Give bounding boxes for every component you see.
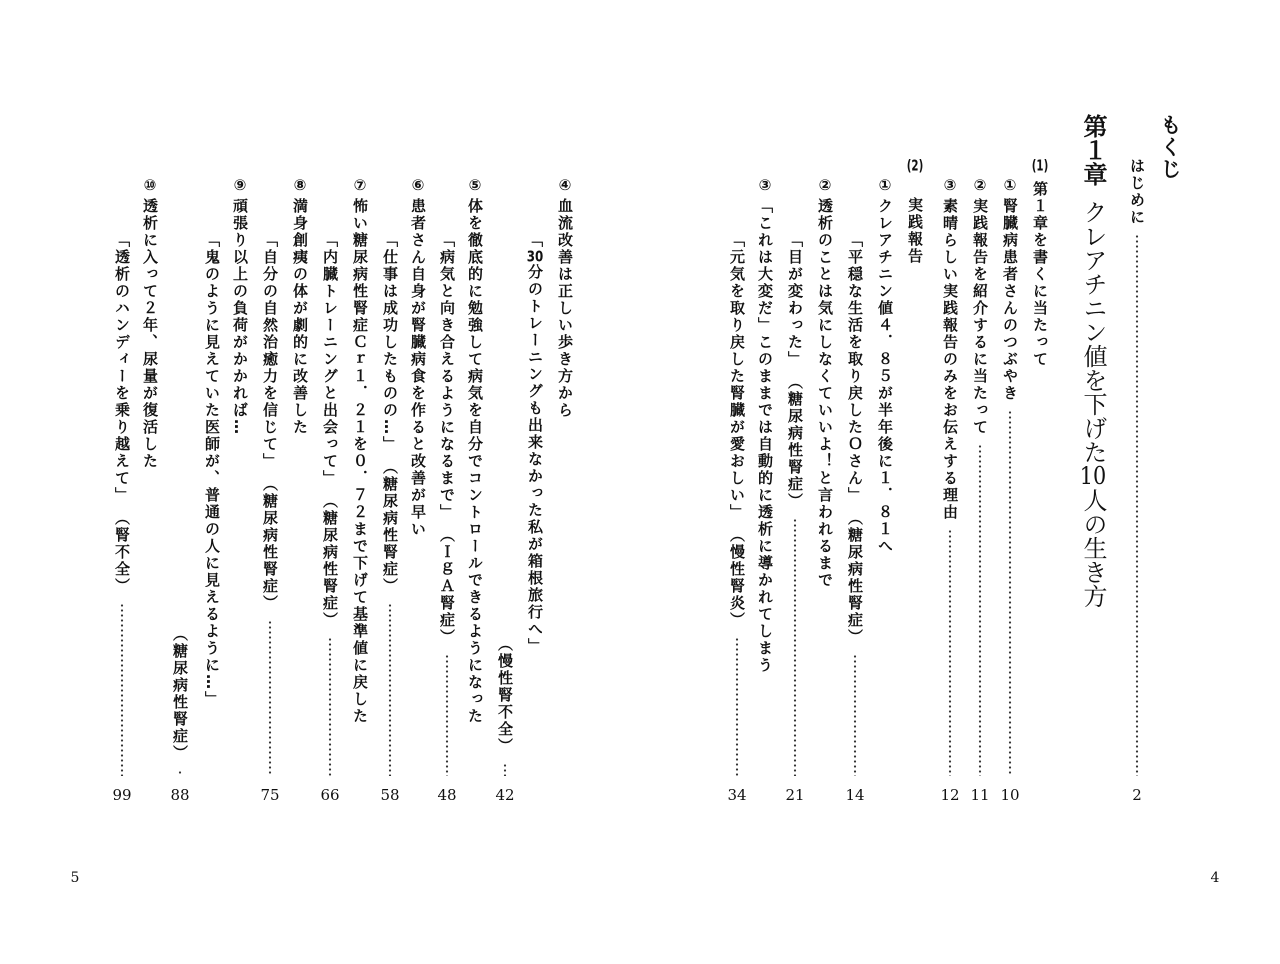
dot-leader: [166, 770, 194, 776]
entry-quote: 「目が変わった」: [786, 232, 804, 368]
entry-title: 素晴らしい実践報告のみをお伝えする理由: [941, 198, 959, 521]
entry-quote: 「平穏な生活を取り戻したＯさん」: [846, 232, 864, 504]
section-title: 実践報告: [906, 197, 924, 265]
entry-marker: ①: [876, 176, 894, 194]
entry-title: クレアチニン値４．８５が半年後に１．８１へ: [876, 198, 894, 555]
entry-note: （腎不全）: [113, 510, 131, 595]
toc-entry-s1-2: [966, 176, 994, 778]
entry-marker: ⑥: [409, 176, 427, 194]
entry-title: 患者さん自身が腎臓病食を作ると改善が早い: [409, 198, 427, 538]
report-3-heading: [751, 176, 779, 776]
report-4-heading: [551, 176, 579, 776]
report-5-heading: [461, 176, 489, 776]
entry-title: 「これは大変だ」このままでは自動的に透析に導かれてしまう: [756, 198, 774, 674]
entry-marker: ③: [941, 176, 959, 194]
toc-entry-s1-3: [936, 176, 964, 778]
dot-leader: [723, 637, 751, 776]
tate-chu-yoko-digits: 10: [1079, 464, 1107, 488]
right-page: [640, 0, 1280, 964]
entry-title: はじめに: [1128, 158, 1146, 226]
page-number: 66: [320, 786, 340, 804]
page-number: 10: [1000, 786, 1020, 804]
report-7-subtitle: [316, 232, 344, 778]
report-2-subtitle: [781, 232, 809, 778]
page-number: 34: [727, 786, 747, 804]
entry-title: 体を徹底的に勉強して病気を自分でコントロールできるようになった: [466, 198, 484, 725]
page-number-intro: 2: [1132, 786, 1142, 804]
entry-title: 腎臓病患者さんのつぶやき: [1001, 198, 1019, 402]
chapter-label: 第１章: [1079, 114, 1108, 186]
entry-marker: ⑨: [231, 176, 249, 194]
report-3-subtitle: [723, 232, 751, 778]
entry-note: （ＩｇＡ腎症）: [438, 527, 456, 646]
entry-quote: 「内臓トレーニングと出会って」: [321, 232, 339, 487]
page-number: 48: [437, 786, 457, 804]
report-10-heading: [136, 176, 164, 776]
entry-note: （慢性腎炎）: [728, 527, 746, 629]
folio-left: 5: [70, 870, 80, 886]
entry-title: 透析のことは気にしなくていいよ！と言われるまで: [816, 198, 834, 589]
report-8-heading: [286, 176, 314, 776]
report-6-subtitle: [376, 232, 404, 778]
entry-quote: 「透析のハンディーを乗り越えて」: [113, 232, 131, 504]
report-4-note: [491, 636, 519, 778]
chapter-title: クレアチニン値を下げた10人の生き方: [1079, 200, 1107, 608]
page-number: 99: [112, 786, 132, 804]
entry-title: 怖い糖尿病性腎症Ｃｒ１．２１を０．７２まで下げて基準値に戻した: [351, 198, 369, 725]
tate-chu-yoko-digits: 30: [526, 249, 544, 264]
section-heading-2: [901, 158, 929, 398]
dot-leader: [936, 529, 964, 776]
entry-note: （糖尿病性腎症）: [846, 510, 864, 646]
dot-leader: [1123, 234, 1151, 776]
entry-title: 透析に入って２年、尿量が復活した: [141, 198, 159, 470]
entry-quote: 「鬼のように見えていた医師が、普通の人に見えるように…」: [203, 232, 221, 708]
dot-leader: [841, 654, 869, 776]
page-number: 21: [785, 786, 805, 804]
entry-title: 実践報告を紹介するに当たって: [971, 198, 989, 436]
report-1-subtitle: [841, 232, 869, 778]
entry-note: （糖尿病性腎症）: [381, 459, 399, 595]
entry-marker: ②: [971, 176, 989, 194]
entry-quote: 「病気と向き合えるようになるまで」: [438, 232, 456, 521]
entry-title: 満身創痍の体が劇的に改善した: [291, 198, 309, 436]
report-8-subtitle: [256, 232, 284, 778]
dot-leader: [256, 620, 284, 776]
report-2-heading: [811, 176, 839, 776]
page-number: 58: [380, 786, 400, 804]
entry-note: （糖尿病性腎症）: [171, 626, 189, 762]
chapter-heading: [1073, 114, 1113, 654]
entry-marker: ⑤: [466, 176, 484, 194]
entry-note: （糖尿病性腎症）: [261, 476, 279, 612]
report-9-heading: [226, 176, 254, 776]
page-number: 14: [845, 786, 865, 804]
page-number: 75: [260, 786, 280, 804]
dot-leader: [996, 410, 1024, 776]
report-4-subtitle: [521, 232, 549, 776]
page-number: 11: [970, 786, 990, 804]
entry-marker: ②: [816, 176, 834, 194]
entry-title: 血流改善は正しい歩き方から: [556, 198, 574, 419]
toc-title: もくじ: [1158, 114, 1182, 180]
dot-leader: [376, 603, 404, 776]
section-number: (1): [1031, 158, 1049, 173]
dot-leader: [491, 763, 519, 776]
section-number: (2): [906, 158, 924, 173]
entry-marker: ⑩: [141, 176, 159, 194]
dot-leader: [781, 518, 809, 776]
entry-marker: ⑧: [291, 176, 309, 194]
section-heading-1: [1026, 158, 1054, 398]
page-number: 88: [170, 786, 190, 804]
entry-quote: 「元気を取り戻した腎臓が愛おしい」: [728, 232, 746, 521]
toc-entry-intro: [1123, 158, 1151, 778]
report-6-heading: [404, 176, 432, 776]
toc-entry-s1-1: [996, 176, 1024, 778]
entry-marker: ④: [556, 176, 574, 194]
entry-quote: 「30分のトレーニングも出来なかった私が箱根旅行へ」: [526, 232, 544, 655]
report-10-subtitle: [108, 232, 136, 778]
dot-leader: [433, 654, 461, 776]
report-5-subtitle: [433, 232, 461, 778]
entry-quote: 「仕事は成功したものの…」: [381, 232, 399, 453]
folio-right: 4: [1210, 870, 1220, 886]
dot-leader: [966, 444, 994, 776]
entry-note: （糖尿病性腎症）: [321, 493, 339, 629]
entry-note: （糖尿病性腎症）: [786, 374, 804, 510]
report-9-note: [166, 626, 194, 778]
report-7-heading: [346, 176, 374, 776]
entry-marker: ⑦: [351, 176, 369, 194]
report-9-subtitle: [198, 232, 226, 776]
page-number: 42: [495, 786, 515, 804]
report-1-heading: [871, 176, 899, 776]
entry-note: （慢性腎不全）: [496, 636, 514, 755]
dot-leader: [316, 637, 344, 776]
entry-marker: ①: [1001, 176, 1019, 194]
entry-title: 頑張り以上の負荷がかかれば…: [231, 198, 249, 436]
section-title: 第１章を書くに当たって: [1031, 181, 1049, 368]
page-number: 12: [940, 786, 960, 804]
entry-marker: ③: [756, 176, 774, 194]
dot-leader: [108, 603, 136, 776]
entry-quote: 「自分の自然治癒力を信じて」: [261, 232, 279, 470]
